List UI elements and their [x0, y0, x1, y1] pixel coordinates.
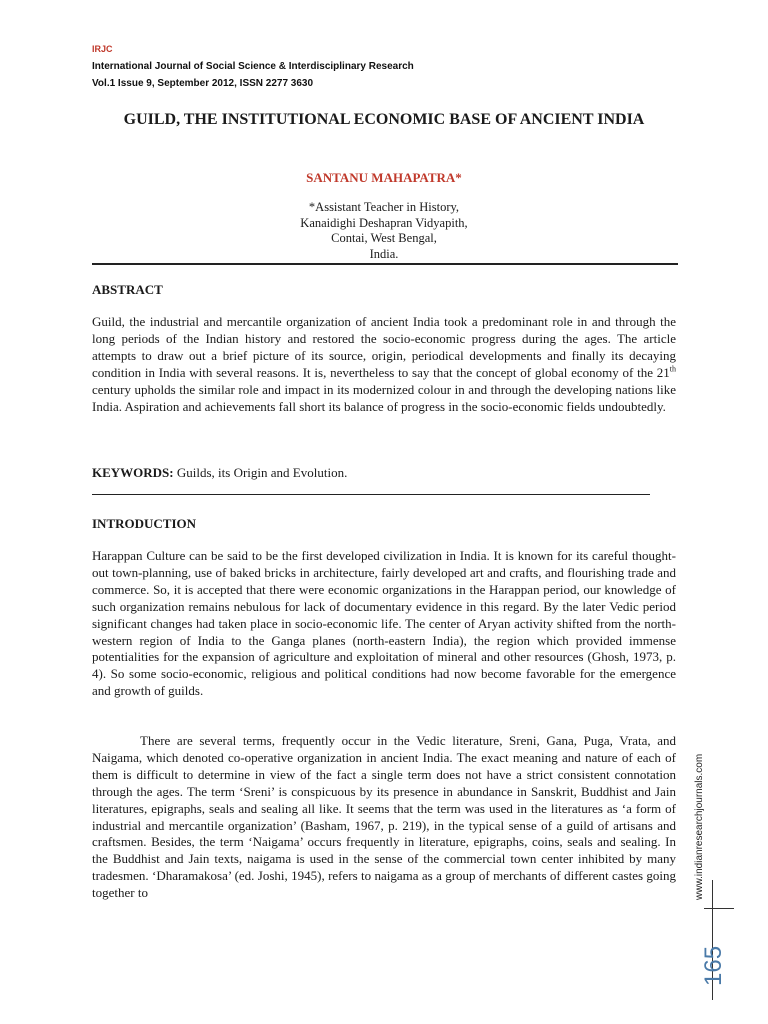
ordinal-suffix: th	[669, 364, 676, 374]
article-title: GUILD, THE INSTITUTIONAL ECONOMIC BASE OF ANCIENT INDIA	[123, 111, 645, 128]
abstract-body	[92, 314, 676, 415]
abstract-text: Guild, the industrial and mercantile organization of ancient India took a predominant role in and through the long periods of the Indian history and restored the socio-economic progress during the ages. The article attempts to draw out a brief picture of its source, origin, periodical developments and finally its decaying condition in India with several reasons. It is, nevertheless to say that the concept of global economy of the 21	[92, 314, 676, 380]
sidebar-url	[694, 720, 714, 900]
introduction-heading: INTRODUCTION	[92, 516, 197, 531]
affiliation-line: *Assistant Teacher in History,	[308, 200, 460, 214]
sidebar-tick	[704, 908, 734, 909]
abstract-text-cont: century upholds the similar role and impact in its modernized colour in and through the developing nations like India. Aspiration and achievements fall short its balance of progress in the socio-economic fields undoubtedly.	[92, 381, 676, 414]
keywords-label: KEYWORDS:	[92, 465, 174, 480]
header-divider	[92, 263, 678, 265]
page-number	[696, 930, 732, 990]
abstract-heading: ABSTRACT	[92, 282, 163, 297]
author-affiliation	[92, 200, 676, 262]
sidebar-url-text: www.indianresearchjournals.com	[694, 753, 705, 900]
keywords-line	[92, 465, 676, 482]
affiliation-line: Kanaidighi Deshapran Vidyapith,	[300, 215, 468, 230]
page-number-text: 165	[700, 945, 727, 986]
journal-abbreviation: IRJC	[92, 44, 113, 54]
keywords-divider	[92, 494, 650, 495]
journal-name: International Journal of Social Science & Interdisciplinary Research	[92, 61, 414, 72]
affiliation-line: India.	[369, 246, 399, 261]
introduction-paragraph: Harappan Culture can be said to be the first developed civilization in India. It is known for its careful thought-out town-planning, use of baked bricks in architecture, fairly developed art and crafts, and flourishing trade and commerce. So, it is accepted that there were economic organizations in the Harappan period, our knowledge of such organization remains nebulous for lack of documentary evidence in this regard. By the later Vedic period significant changes had taken place in socio-economic life. The center of Aryan activity shifted from the north-western region of India to the Ganga planes (north-eastern India), the region which provided immense potentialities for the expansion of agriculture and exploitation of mineral and other resources (Ghosh, 1973, p. 4). So some socio-economic, religious and political conditions had now become favorable for the emergence and growth of guilds.	[92, 548, 676, 699]
affiliation-line: Contai, West Bengal,	[331, 231, 437, 245]
journal-issue-info: Vol.1 Issue 9, September 2012, ISSN 2277 3630	[92, 78, 314, 89]
keywords-text: Guilds, its Origin and Evolution.	[173, 465, 348, 480]
author-name: SANTANU MAHAPATRA*	[306, 170, 462, 185]
introduction-paragraph: There are several terms, frequently occur in the Vedic literature, Sreni, Gana, Puga, Vrata, and Naigama, which denoted co-operative organization in ancient India. The exact meaning and nature of each of them is difficult to determine in view of the fact a single term does not have a strict consistent connotation through the ages. The term ‘Sreni’ is conspicuous by its presence in abundance in Sanskrit, Buddhist and Jain literatures, epigraphs, seals and sealing all like. It seems that the term was used in the literatures as ‘a form of industrial and mercantile organization’ (Basham, 1967, p. 219), in the typical sense of a guild of artisans and craftsmen. Besides, the term ‘Naigama’ occurs frequently in literature, epigraphs, coins, seals and sealing. In the Buddhist and Jain texts, naigama is used in the sense of the commercial town center inhibited by many tradesmen. ‘Dharamakosa’ (ed. Joshi, 1945), refers to naigama as a group of merchants of different castes going together to	[92, 733, 676, 901]
